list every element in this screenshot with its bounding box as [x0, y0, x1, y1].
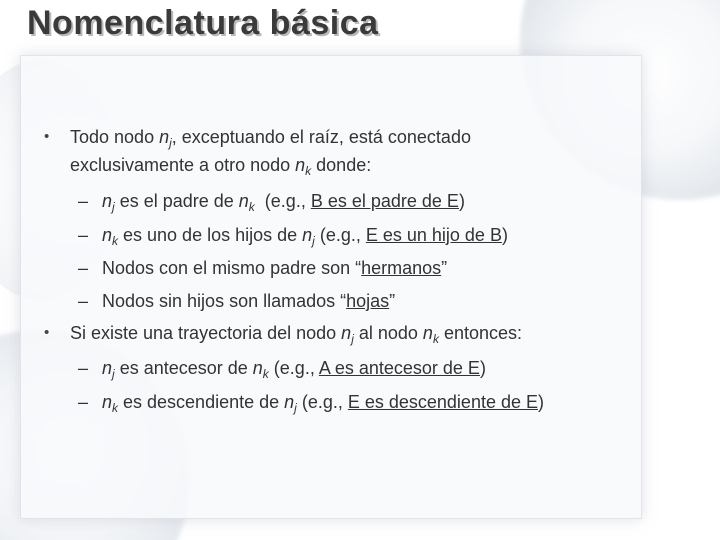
sub-item-hijo: – $n_k$ es uno de los hijos de $n_j$ (e.g., E es un hijo de B)	[78, 225, 508, 248]
bullet-1-line-1: Todo nodo $n_j$, exceptuando el raíz, está conectado	[70, 127, 471, 150]
bullet-marker: •	[44, 324, 50, 341]
bullet-2-line-1: Si existe una trayectoria del nodo $n_j$ al nodo $n_k$ entonces:	[70, 323, 522, 346]
sub-item-descendiente: – $n_k$ es descendiente de $n_j$ (e.g., E es descendiente de E)	[78, 392, 544, 415]
slide-title: Nomenclatura básica	[27, 4, 379, 42]
sub-item-padre: – $n_j$ es el padre de $n_k$ (e.g., B es el padre de E)	[78, 191, 465, 214]
bullet-marker: •	[44, 128, 50, 145]
sub-item-hermanos: – Nodos con el mismo padre son “hermanos”	[78, 258, 448, 278]
bullet-1-line-2: exclusivamente a otro nodo $n_k$ donde:	[70, 155, 372, 178]
sub-item-antecesor: – $n_j$ es antecesor de $n_k$ (e.g., A es antecesor de E)	[78, 358, 486, 381]
sub-item-hojas: – Nodos sin hijos son llamados “hojas”	[78, 291, 396, 311]
